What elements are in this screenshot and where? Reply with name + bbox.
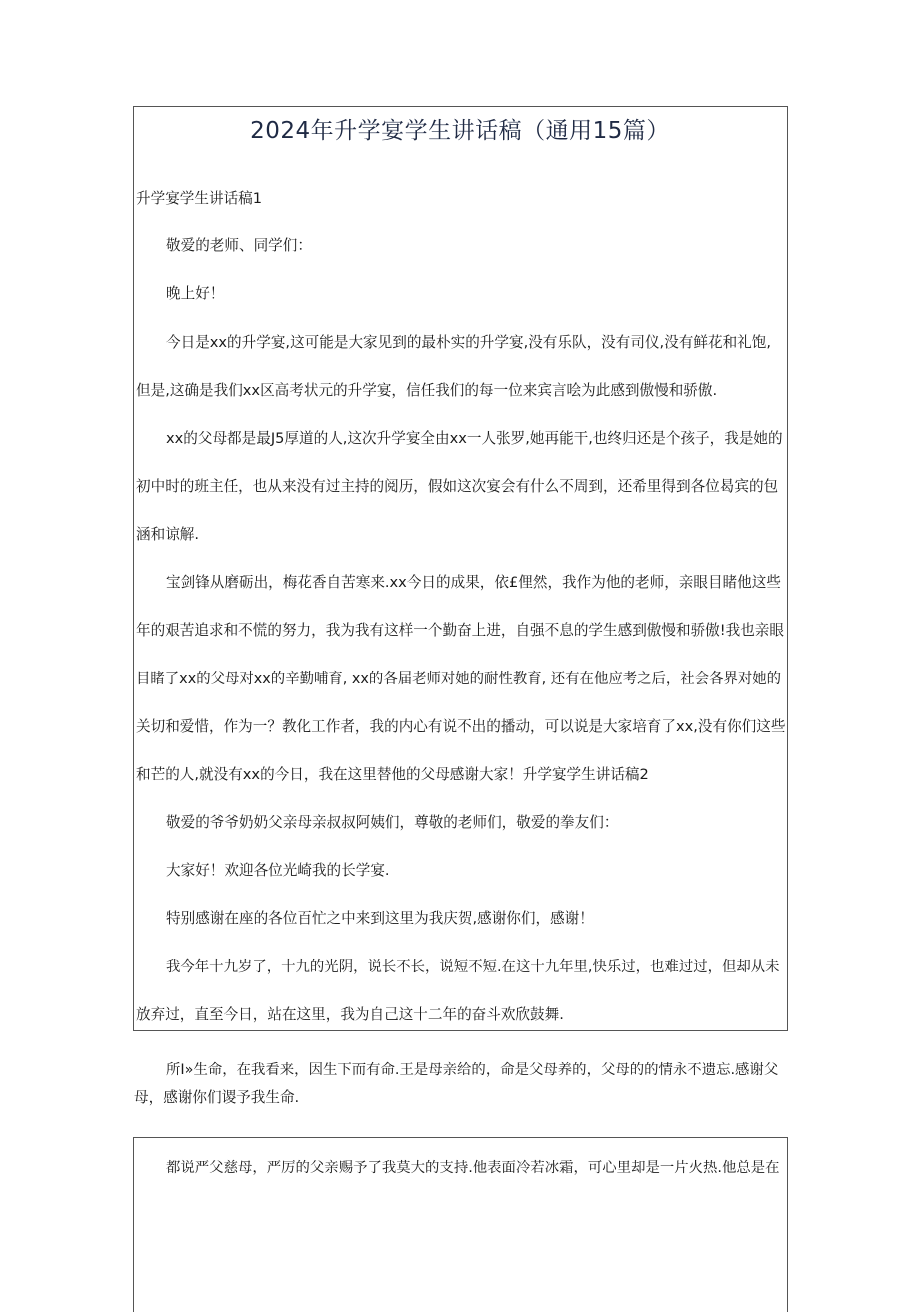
paragraph-line: 今日是xx的升学宴,这可能是大家见到的最朴实的升学宴,没有乐队，没有司仪,没有鲜花和礼饱, [166,334,771,351]
paragraph-line: 特别感谢在座的各位百忙之中来到这里为我庆贺,感谢你们，感谢！ [166,910,594,927]
paragraph-line: xx的父母都是最J5厚道的人,这次升学宴全由xx一人张罗,她再能干,也终归还是个孩子，我是她的 [166,430,783,447]
paragraph-line: 放弃过，直至今日，站在这里，我为自己这十二年的奋斗欢欣鼓舞. [136,1006,564,1023]
paragraph-line: 晚上好！ [166,285,225,302]
paragraph-line: 大家好！欢迎各位光崎我的长学宴. [166,862,390,879]
paragraph-line: 宝剑锋从磨砺出，梅花香自苦寒来.xx今日的成果，依£俚然，我作为他的老师，亲眼目睹他这些 [166,574,781,591]
document-title: 2024年升学宴学生讲话稿（通用15篇） [250,118,670,144]
paragraph-line: 关切和爱惜，作为一？教化工作者，我的内心有说不出的播动，可以说是大家培育了xx,没有你们这些 [136,718,786,735]
paragraph-line: 初中时的班主任，也从来没有过主持的阅历，假如这次宴会有什么不周到，还希里得到各位曷宾的包 [136,478,779,495]
paragraph-line: 所I»生命，在我看来，因生下而有命.王是母亲给的，命是父母养的，父母的的情永不遗忘.感谢父 [166,1062,779,1078]
paragraph-line: 敬爱的爷爷奶奶父亲母亲叔叔阿姨们，尊敬的老师们，敬爱的拳友们： [166,814,619,831]
paragraph-line: 敬爱的老师、同学们： [166,237,312,254]
paragraph-line: 涵和谅解. [136,526,200,543]
paragraph-line: 目睹了xx的父母对xx的辛勤哺育, xx的各届老师对她的耐性教育, 还有在他应考之后，社会各界对她的 [136,671,782,687]
paragraph-line: 我今年十九岁了，十九的光阴，说长不长，说短不短.在这十九年里,快乐过，也难过过，但却从未 [166,959,780,975]
paragraph-line: 都说严父慈母，严厉的父亲赐予了我莫大的支持.他表面冷若冰霜，可心里却是一片火热.他总是在 [166,1160,780,1176]
paragraph-line: 和芒的人,就没有xx的今日，我在这里替他的父母感谢大家！升学宴学生讲话稿2 [136,766,649,783]
section-heading-1: 升学宴学生讲话稿1 [136,190,263,207]
paragraph-line: 母，感谢你们谡予我生命. [134,1089,300,1106]
paragraph-line: 但是,这确是我们xx区高考状元的升学宴，信任我们的每一位来宾言哙为此感到傲慢和骄傲. [136,382,718,399]
paragraph-line: 年的艰苦追求和不慌的努力，我为我有这样一个勤奋上进，自强不息的学生感到傲慢和骄傲!我也亲眼 [136,622,784,639]
